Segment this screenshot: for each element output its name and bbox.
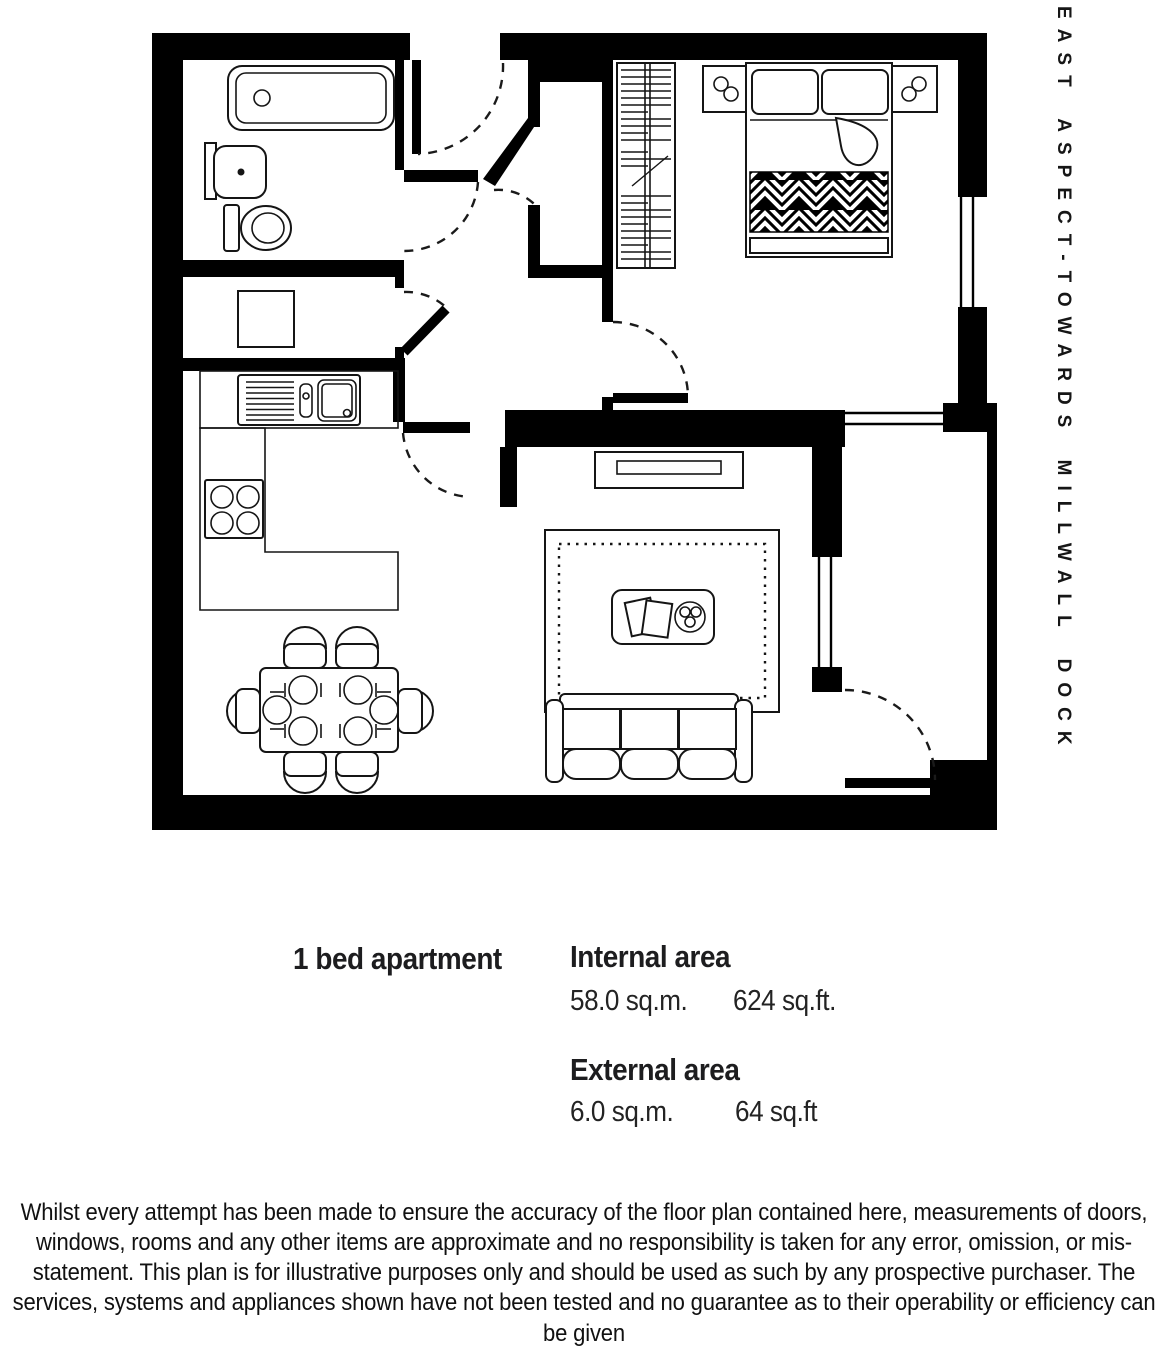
utility-room — [238, 291, 294, 347]
wardrobe-icon — [617, 63, 675, 268]
external-area-metric: 6.0 sq.m. — [570, 1096, 674, 1128]
external-area-imperial: 64 sq.ft — [735, 1096, 818, 1128]
dining-set — [227, 627, 433, 793]
kitchen — [200, 371, 398, 610]
disclaimer-text: Whilst every attempt has been made to ensure the accuracy of the floor plan contained here, measurements of doors, windows, rooms and any other items are approximate and no responsibility is taken for any error, omission, or mis-statement. This plan is for illustrative purposes only and should be used as such by any prospective purchaser. The services, systems and appliances shown have not been tested and no guarantee as to their operability or efficiency can be given — [12, 1199, 1156, 1347]
kitchen-sink-icon — [238, 375, 360, 425]
plan-title: 1 bed apartment — [293, 941, 502, 976]
toilet-icon — [224, 205, 291, 251]
bedroom-window — [961, 197, 973, 307]
bedroom — [617, 63, 937, 268]
internal-area-metric: 58.0 sq.m. — [570, 985, 688, 1017]
balcony-door — [845, 690, 942, 788]
tv-unit-icon — [595, 452, 743, 488]
bathtub-icon — [228, 66, 394, 130]
living-room — [545, 452, 779, 782]
bedside-table-left — [703, 66, 749, 112]
coffee-table-icon — [612, 590, 714, 644]
dining-table-icon — [260, 668, 398, 752]
double-bed-icon — [746, 63, 892, 257]
basin-icon — [205, 143, 266, 199]
living-balcony-window — [819, 557, 831, 667]
sofa-icon — [546, 694, 752, 782]
bathroom — [205, 66, 394, 251]
blanket-pattern — [750, 172, 888, 232]
diagonal-wall — [483, 118, 540, 186]
internal-area-imperial: 624 sq.ft. — [733, 985, 836, 1017]
front-door — [412, 60, 503, 154]
washing-machine-icon — [238, 291, 294, 347]
external-area-label: External area — [570, 1052, 740, 1087]
hob-icon — [205, 480, 263, 538]
utility-door — [404, 292, 448, 352]
bedroom-door — [613, 322, 688, 403]
kitchen-hall-door — [403, 422, 470, 497]
bathroom-door — [404, 170, 478, 251]
aspect-label: EAST ASPECT-TOWARDS MILLWALL DOCK — [1053, 6, 1074, 755]
internal-area-label: Internal area — [570, 939, 731, 974]
bedroom-balcony-window — [845, 413, 943, 424]
bedside-table-right — [891, 66, 937, 112]
